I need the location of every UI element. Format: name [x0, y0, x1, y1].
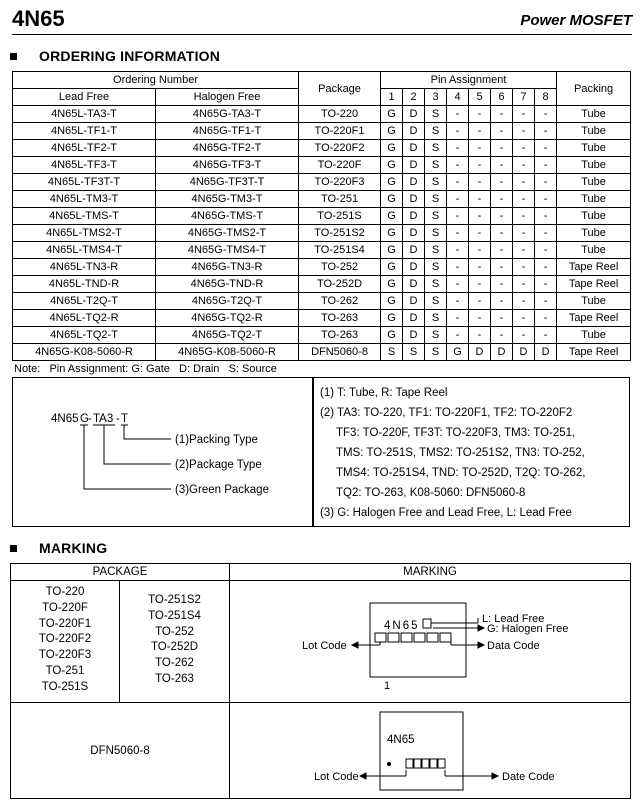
- pin-cell: -: [447, 225, 469, 242]
- table-row: [13, 259, 631, 276]
- header-pin-3: 3: [425, 89, 447, 106]
- pin-cell: -: [469, 259, 491, 276]
- pkg-item: TO-251: [45, 664, 85, 677]
- halogen-free-cell: 4N65G-TMS-T: [156, 208, 299, 225]
- packing-cell: Tube: [557, 174, 631, 191]
- code-leader-lines: [80, 425, 171, 489]
- dfn-chip-outline: [380, 712, 463, 790]
- legend-line-7: (3) G: Halogen Free and Lead Free, L: Lead Free: [320, 507, 572, 519]
- pin-cell: G: [381, 293, 403, 310]
- packing-cell: Tube: [557, 123, 631, 140]
- pin-cell: -: [469, 276, 491, 293]
- packing-cell: Tube: [557, 327, 631, 344]
- legend-line-5: TMS4: TO-251S4, TND: TO-252D, T2Q: TO-262,: [336, 467, 586, 479]
- pin-cell: S: [425, 191, 447, 208]
- halogen-free-cell: 4N65G-TN3-R: [156, 259, 299, 276]
- pin-cell: -: [491, 259, 513, 276]
- pin-cell: -: [469, 191, 491, 208]
- pin-cell: D: [403, 276, 425, 293]
- pin-1-label: 1: [384, 680, 391, 692]
- pin-cell: S: [425, 225, 447, 242]
- table-row: [13, 106, 631, 123]
- pin-cell: S: [425, 344, 447, 361]
- halogen-free-cell: 4N65G-TA3-T: [156, 106, 299, 123]
- pin-cell: D: [403, 174, 425, 191]
- code-green-letter: G: [80, 413, 89, 425]
- table-row: [13, 276, 631, 293]
- pin-cell: -: [491, 276, 513, 293]
- pin-cell: D: [403, 208, 425, 225]
- pin-cell: -: [535, 123, 557, 140]
- package-cell: TO-251S: [299, 208, 381, 225]
- pin-cell: D: [403, 106, 425, 123]
- marking-section-title: [10, 540, 107, 556]
- pin-cell: -: [491, 310, 513, 327]
- pin-cell: G: [381, 123, 403, 140]
- pin-cell: G: [381, 310, 403, 327]
- pin-cell: D: [403, 191, 425, 208]
- pin-cell: -: [469, 140, 491, 157]
- header-pin-4: 4: [447, 89, 469, 106]
- pin-cell: -: [491, 174, 513, 191]
- pin-cell: -: [447, 106, 469, 123]
- pin-cell: -: [513, 259, 535, 276]
- table-row: [13, 344, 631, 361]
- header-pin-1: 1: [381, 89, 403, 106]
- pin-cell: D: [403, 259, 425, 276]
- pin-cell: D: [513, 344, 535, 361]
- code-packing-letter: T: [121, 413, 129, 425]
- chip-mark-text: 4N65: [384, 620, 420, 632]
- pin-cell: -: [447, 123, 469, 140]
- header-pin-8: 8: [535, 89, 557, 106]
- pkg-item: TO-263: [155, 672, 194, 685]
- header-pin-7: 7: [513, 89, 535, 106]
- table-row: [13, 123, 631, 140]
- marking-header-marking: MARKING: [230, 564, 631, 581]
- pin-cell: -: [469, 123, 491, 140]
- pin-cell: S: [403, 344, 425, 361]
- package-cell: TO-263: [299, 327, 381, 344]
- pin-cell: G: [381, 106, 403, 123]
- pin-cell: G: [381, 208, 403, 225]
- pin-cell: D: [403, 327, 425, 344]
- pin-cell: -: [535, 293, 557, 310]
- pkg-item: TO-220: [45, 586, 85, 598]
- code-dash-1: -: [88, 413, 92, 425]
- pin-cell: -: [469, 225, 491, 242]
- pin-cell: -: [469, 174, 491, 191]
- pin-cell: S: [425, 259, 447, 276]
- pin-cell: D: [491, 344, 513, 361]
- marking-table: [10, 563, 631, 799]
- lead-free-cell: 4N65L-TF3-T: [13, 157, 156, 174]
- pin-cell: -: [447, 242, 469, 259]
- halogen-free-cell: 4N65G-TQ2-T: [156, 327, 299, 344]
- part-number: 4N65: [12, 6, 65, 31]
- header-pin-6: 6: [491, 89, 513, 106]
- package-cell: TO-251S2: [299, 225, 381, 242]
- code-part-prefix: 4N65: [51, 413, 79, 425]
- table-row: [13, 327, 631, 344]
- table-row: [13, 174, 631, 191]
- pin-cell: -: [535, 310, 557, 327]
- pkg-item: TO-220F2: [38, 633, 92, 646]
- legend-line-2: (2) TA3: TO-220, TF1: TO-220F1, TF2: TO-220F2: [320, 407, 573, 419]
- pin-cell: G: [381, 157, 403, 174]
- lead-free-label: L: Lead Free: [482, 613, 545, 625]
- package-cell: TO-252D: [299, 276, 381, 293]
- package-cell: TO-251: [299, 191, 381, 208]
- marking-diagram-cell-1: [230, 581, 631, 703]
- table-row: [13, 208, 631, 225]
- page-header: [12, 4, 632, 35]
- pin-cell: -: [491, 140, 513, 157]
- lead-free-cell: 4N65G-K08-5060-R: [13, 344, 156, 361]
- code-dash-2: -: [116, 413, 120, 425]
- halogen-free-cell: 4N65G-TMS2-T: [156, 225, 299, 242]
- header-pin-2: 2: [403, 89, 425, 106]
- pin-cell: -: [513, 276, 535, 293]
- pin-cell: -: [535, 327, 557, 344]
- pin-cell: -: [491, 293, 513, 310]
- header-ordering-number: Ordering Number: [13, 72, 299, 89]
- pin-cell: -: [469, 310, 491, 327]
- pin-cell: -: [535, 140, 557, 157]
- header-lead-free: Lead Free: [13, 89, 156, 106]
- package-cell: TO-252: [299, 259, 381, 276]
- table-row: [13, 242, 631, 259]
- pin-cell: -: [447, 293, 469, 310]
- pin-cell: -: [535, 208, 557, 225]
- pin-cell: -: [513, 225, 535, 242]
- pin-cell: D: [403, 123, 425, 140]
- header-halogen-free: Halogen Free: [156, 89, 299, 106]
- lead-free-cell: 4N65L-TMS-T: [13, 208, 156, 225]
- packing-cell: Tape Reel: [557, 344, 631, 361]
- header-pin-5: 5: [469, 89, 491, 106]
- pin-cell: -: [535, 157, 557, 174]
- marking-pkg-dfn: DFN5060-8: [11, 703, 230, 799]
- data-code-label: Data Code: [487, 640, 540, 652]
- pkg-item: TO-220F: [42, 601, 88, 614]
- pin-cell: -: [469, 106, 491, 123]
- table-row: [13, 225, 631, 242]
- pkg-item: TO-251S4: [148, 609, 201, 622]
- halogen-free-cell: 4N65G-TMS4-T: [156, 242, 299, 259]
- pin-cell: G: [447, 344, 469, 361]
- marking-header-package: PACKAGE: [11, 564, 230, 581]
- pin-cell: -: [447, 276, 469, 293]
- ordering-code-breakdown: [12, 377, 313, 527]
- packing-cell: Tape Reel: [557, 310, 631, 327]
- lead-free-cell: 4N65L-TA3-T: [13, 106, 156, 123]
- pin-cell: -: [447, 327, 469, 344]
- pin-cell: -: [535, 276, 557, 293]
- pin-cell: -: [447, 310, 469, 327]
- pin-cell: -: [447, 174, 469, 191]
- pin-cell: -: [469, 157, 491, 174]
- pin-cell: -: [513, 310, 535, 327]
- pin-cell: S: [425, 276, 447, 293]
- pkg-item: TO-220F3: [38, 649, 92, 662]
- marking-diagram-cell-2: [230, 703, 631, 799]
- pin-cell: -: [469, 327, 491, 344]
- ordering-table-body: [13, 106, 631, 361]
- pin-cell: S: [381, 344, 403, 361]
- pin-cell: D: [403, 157, 425, 174]
- pin-cell: D: [403, 310, 425, 327]
- lead-free-cell: 4N65L-TMS2-T: [13, 225, 156, 242]
- halogen-free-cell: 4N65G-TQ2-R: [156, 310, 299, 327]
- pin-cell: S: [425, 208, 447, 225]
- bullet-square-icon: [10, 53, 17, 60]
- pin-cell: -: [513, 242, 535, 259]
- pin-cell: -: [535, 174, 557, 191]
- marking-title-text: MARKING: [39, 540, 108, 556]
- pin-cell: -: [491, 106, 513, 123]
- pin-cell: G: [381, 259, 403, 276]
- pin-cell: -: [513, 123, 535, 140]
- pin-cell: -: [447, 157, 469, 174]
- pin-cell: -: [513, 293, 535, 310]
- pin-cell: -: [491, 327, 513, 344]
- packing-cell: Tube: [557, 293, 631, 310]
- packing-cell: Tube: [557, 157, 631, 174]
- pin-cell: -: [535, 225, 557, 242]
- halogen-free-cell: 4N65G-TND-R: [156, 276, 299, 293]
- chip-outline: [370, 603, 466, 677]
- header-packing: Packing: [557, 72, 631, 106]
- packing-cell: Tape Reel: [557, 276, 631, 293]
- pin-cell: -: [469, 208, 491, 225]
- halogen-free-cell: 4N65G-TM3-T: [156, 191, 299, 208]
- pin-cell: S: [425, 174, 447, 191]
- lead-free-cell: 4N65L-TM3-T: [13, 191, 156, 208]
- pin-cell: -: [447, 259, 469, 276]
- packing-cell: Tube: [557, 225, 631, 242]
- header-package: Package: [299, 72, 381, 106]
- pin-assignment-note: Note: Pin Assignment: G: Gate D: Drain S: Source: [14, 363, 277, 375]
- pin-cell: -: [491, 242, 513, 259]
- legend-line-3: TF3: TO-220F, TF3T: TO-220F3, TM3: TO-251,: [336, 427, 576, 439]
- pin-cell: -: [491, 191, 513, 208]
- lead-free-cell: 4N65L-TN3-R: [13, 259, 156, 276]
- dfn-chip-mark-text: 4N65: [387, 734, 415, 746]
- packing-cell: Tube: [557, 191, 631, 208]
- lead-free-cell: 4N65L-TQ2-T: [13, 327, 156, 344]
- code-breakdown-diagram: [13, 378, 312, 526]
- bullet-square-icon: [10, 545, 17, 552]
- table-row: [13, 191, 631, 208]
- pin-cell: -: [491, 225, 513, 242]
- pkg-item: TO-220F1: [38, 617, 92, 630]
- pin-cell: -: [535, 259, 557, 276]
- pin-cell: S: [425, 123, 447, 140]
- pin-cell: D: [535, 344, 557, 361]
- pin-cell: -: [491, 157, 513, 174]
- pin-cell: D: [403, 242, 425, 259]
- pin-cell: -: [447, 191, 469, 208]
- pin-cell: D: [403, 225, 425, 242]
- package-cell: TO-220F: [299, 157, 381, 174]
- legend-line-4: TMS: TO-251S, TMS2: TO-251S2, TN3: TO-252,: [336, 447, 585, 459]
- packing-cell: Tube: [557, 106, 631, 123]
- lead-free-cell: 4N65L-TMS4-T: [13, 242, 156, 259]
- lead-free-cell: 4N65L-TF2-T: [13, 140, 156, 157]
- pin-cell: -: [513, 140, 535, 157]
- pin-cell: G: [381, 174, 403, 191]
- table-row: [13, 157, 631, 174]
- pin-cell: G: [381, 276, 403, 293]
- pin-cell: -: [535, 106, 557, 123]
- pin-cell: G: [381, 327, 403, 344]
- pkg-item: TO-252: [155, 625, 194, 638]
- packing-cell: Tube: [557, 208, 631, 225]
- pin-cell: -: [513, 208, 535, 225]
- pin-cell: -: [447, 140, 469, 157]
- lead-free-cell: 4N65L-T2Q-T: [13, 293, 156, 310]
- pin-cell: S: [425, 106, 447, 123]
- ordering-table: [12, 71, 631, 361]
- pin-cell: -: [469, 242, 491, 259]
- header-pin-assignment: Pin Assignment: [381, 72, 557, 89]
- halogen-free-cell: 4N65G-TF3T-T: [156, 174, 299, 191]
- halogen-free-label: G: Halogen Free: [487, 623, 569, 635]
- table-row: [13, 293, 631, 310]
- package-cell: TO-220: [299, 106, 381, 123]
- pkg-item: TO-252D: [150, 641, 199, 654]
- pkg-item: TO-251S: [41, 680, 89, 693]
- code-legend: [313, 377, 630, 527]
- halogen-free-cell: 4N65G-T2Q-T: [156, 293, 299, 310]
- pin-cell: -: [535, 242, 557, 259]
- table-row: [13, 310, 631, 327]
- pin-cell: G: [381, 191, 403, 208]
- packing-cell: Tape Reel: [557, 259, 631, 276]
- pin-cell: -: [513, 157, 535, 174]
- pkg-item: TO-262: [155, 657, 194, 670]
- legend-line-6: TQ2: TO-263, K08-5060: DFN5060-8: [336, 487, 526, 499]
- pkg-item: TO-251S2: [148, 594, 201, 606]
- pin-cell: G: [381, 140, 403, 157]
- table-row: [13, 140, 631, 157]
- pin-cell: S: [425, 157, 447, 174]
- ordering-title-text: ORDERING INFORMATION: [39, 48, 221, 64]
- lead-free-cell: 4N65L-TQ2-R: [13, 310, 156, 327]
- lead-free-cell: 4N65L-TND-R: [13, 276, 156, 293]
- marking-diagram-2: [230, 703, 630, 795]
- code-package: TA3: [93, 413, 114, 425]
- pin-cell: D: [469, 344, 491, 361]
- lead-free-cell: 4N65L-TF1-T: [13, 123, 156, 140]
- dfn-date-code-label: Date Code: [502, 771, 555, 783]
- package-cell: TO-262: [299, 293, 381, 310]
- marking-diagram-1: [230, 581, 630, 699]
- halogen-free-cell: 4N65G-TF1-T: [156, 123, 299, 140]
- halogen-free-cell: 4N65G-TF3-T: [156, 157, 299, 174]
- pin-cell: S: [425, 327, 447, 344]
- pin-cell: -: [491, 123, 513, 140]
- lot-code-label: Lot Code: [302, 640, 347, 652]
- package-cell: TO-220F2: [299, 140, 381, 157]
- pin-cell: S: [425, 140, 447, 157]
- code-label-packing-type: (1)Packing Type: [175, 434, 258, 446]
- pin-cell: D: [403, 140, 425, 157]
- marking-pkg-list-2: [120, 581, 230, 703]
- code-label-package-type: (2)Package Type: [175, 459, 262, 471]
- packing-cell: Tube: [557, 242, 631, 259]
- package-cell: DFN5060-8: [299, 344, 381, 361]
- pin-cell: D: [403, 293, 425, 310]
- ordering-section-title: [10, 48, 220, 64]
- package-cell: TO-263: [299, 310, 381, 327]
- pin-cell: -: [491, 208, 513, 225]
- halogen-free-cell: 4N65G-TF2-T: [156, 140, 299, 157]
- pin-cell: -: [535, 191, 557, 208]
- pin-cell: G: [381, 225, 403, 242]
- dfn-lot-code-label: Lot Code: [314, 771, 359, 783]
- pin-cell: -: [513, 191, 535, 208]
- package-cell: TO-251S4: [299, 242, 381, 259]
- pin-cell: -: [513, 174, 535, 191]
- pin-cell: G: [381, 242, 403, 259]
- pin-cell: -: [513, 327, 535, 344]
- pin-cell: S: [425, 310, 447, 327]
- pin-cell: -: [447, 208, 469, 225]
- device-type: Power MOSFET: [520, 12, 632, 29]
- packing-cell: Tube: [557, 140, 631, 157]
- pin-cell: -: [469, 293, 491, 310]
- legend-line-1: (1) T: Tube, R: Tape Reel: [320, 387, 448, 399]
- package-cell: TO-220F1: [299, 123, 381, 140]
- marking-pkg-list-1: [11, 581, 120, 703]
- pin-cell: S: [425, 242, 447, 259]
- code-label-green-package: (3)Green Package: [175, 484, 269, 496]
- lead-free-cell: 4N65L-TF3T-T: [13, 174, 156, 191]
- pin-cell: -: [513, 106, 535, 123]
- pin-cell: S: [425, 293, 447, 310]
- pin-1-dot: [387, 762, 391, 766]
- package-cell: TO-220F3: [299, 174, 381, 191]
- halogen-free-cell: 4N65G-K08-5060-R: [156, 344, 299, 361]
